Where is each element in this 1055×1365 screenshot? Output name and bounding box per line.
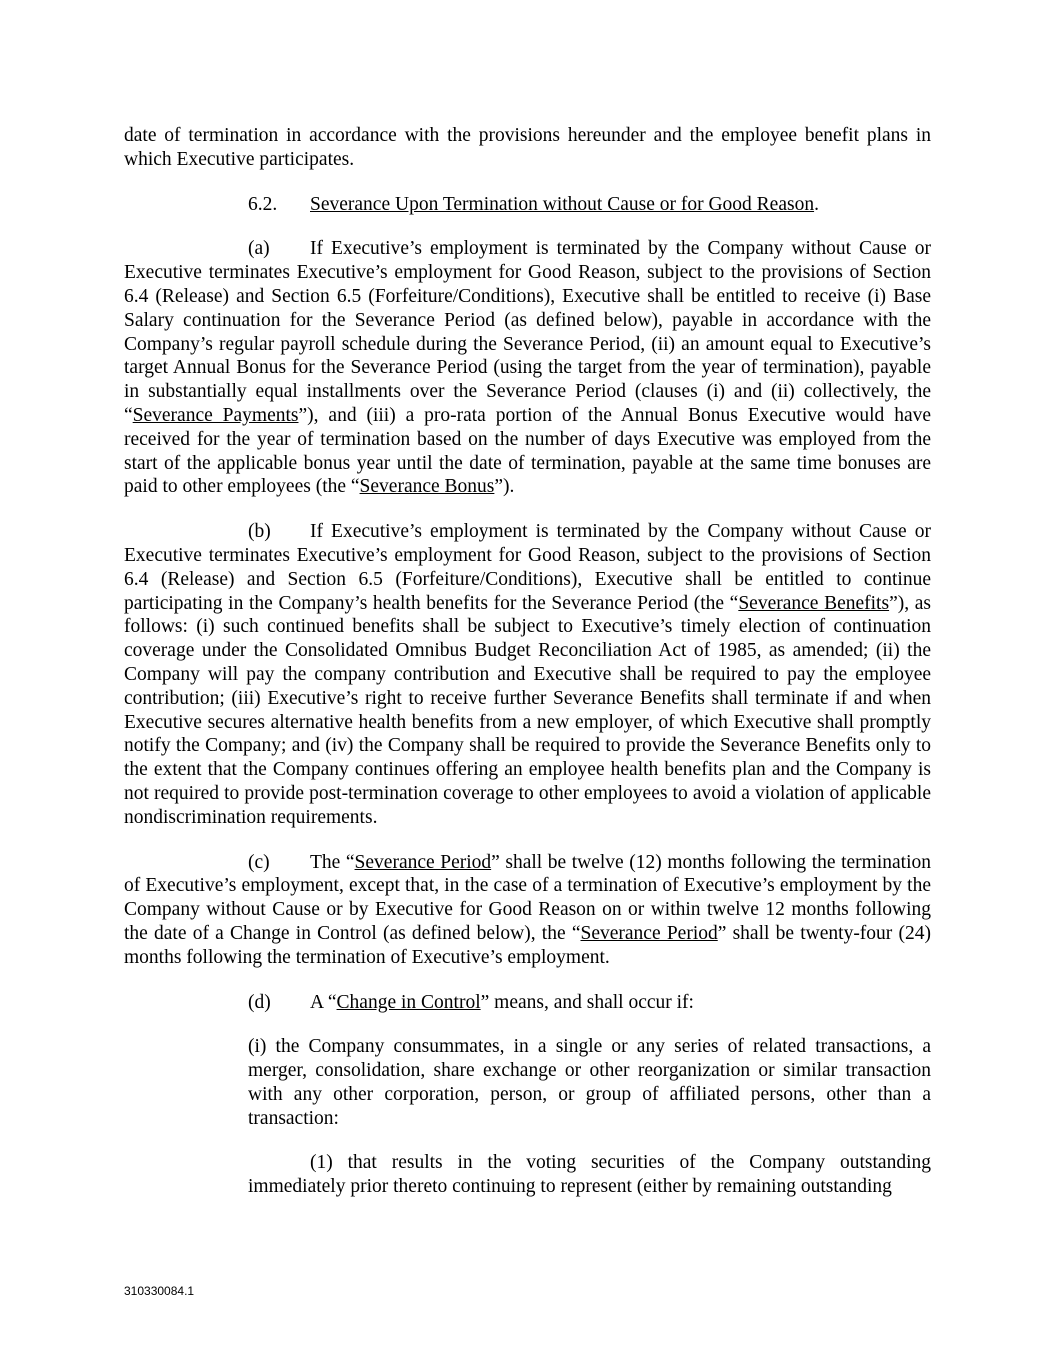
paragraph-c-text-1: The “ [310, 851, 355, 873]
paragraph-a-label: (a) [248, 238, 270, 260]
intro-paragraph: date of termination in accordance with the provisions hereunder and the employee benefit plans in which Executive participates. [124, 125, 931, 170]
defined-term-severance-period: Severance Period [354, 851, 492, 873]
defined-term-severance-payments: Severance Payments [132, 404, 299, 426]
paragraph-c-label: (c) [248, 851, 270, 873]
defined-term-change-in-control: Change in Control [336, 991, 481, 1013]
defined-term-severance-period-2: Severance Period [580, 922, 718, 944]
clause-1: (1) that results in the voting securities of the Company outstanding immediately prior thereto continuing to represent (either by remaining outstanding [248, 1152, 931, 1198]
section-title: Severance Upon Termination without Cause or for Good Reason [310, 193, 815, 215]
paragraph-c-text-3: ” shall be twenty-four (24) months following the termination of Executive’s employment. [124, 922, 931, 968]
defined-term-severance-bonus: Severance Bonus [359, 476, 495, 498]
defined-term-severance-benefits: Severance Benefits [738, 592, 890, 614]
paragraph-a-text-2: ”), and (iii) a pro-rata portion of the Annual Bonus Executive would have received for the year of termination based on the number of days Executive was employed from the start of the applicable bonus year until the date of termination, payable at the same time bonuses are paid to other employees (the “ [124, 404, 932, 498]
paragraph-c-text-2: ” shall be twelve (12) months following the termination of Executive’s employment, except that, in the case of a termination of Executive’s employment by the Company without Cause or by Executive for Good Reason on or within twelve 12 months following the date of a Change in Control (as defined below), the “ [124, 851, 931, 944]
paragraph-c [124, 851, 931, 970]
paragraph-d-text-1: A “ [310, 991, 337, 1013]
paragraph-b-text-1: If Executive’s employment is terminated by the Company without Cause or Executive terminates Executive’s employment for Good Reason, subject to the provisions of Section 6.4 (Release) and Section 6.5 (Forfeiture/Conditions), Executive shall be entitled to continue participating in the Company’s health benefits for the Severance Period (the “ [124, 521, 931, 614]
section-number: 6.2. [248, 193, 278, 215]
paragraph-b [124, 520, 931, 829]
paragraph-a [124, 237, 931, 499]
paragraph-d-label: (d) [248, 991, 271, 1013]
paragraph-b-label: (b) [248, 521, 271, 543]
section-heading [248, 193, 931, 217]
paragraph-d-text-2: ” means, and shall occur if: [480, 991, 694, 1013]
paragraph-a-text-3: ”). [494, 476, 515, 498]
clause-i: (i) the Company consummates, in a single or any series of related transactions, a merger, consolidation, share exchange or other reorganization or similar transaction with any other corporation, person, or group of affiliated persons, other than a transaction: [248, 1036, 931, 1129]
paragraph-b-text-2: ”), as follows: (i) such continued benefits shall be subject to Executive’s timely election of continuation coverage under the Consolidated Omnibus Budget Reconciliation Act of 1985, as amended; (ii) the Company will pay the company contribution and Executive shall be required to pay the employee contribution; (iii) Executive’s right to receive further Severance Benefits shall terminate if and when Executive secures alternative health benefits from a new employer, of which Executive shall promptly notify the Company; and (iv) the Company shall be required to provide the Severance Benefits only to the extent that the Company continues offering an employee health benefits plan and the Company is not required to provide post-termination coverage to other employees to avoid a violation of applicable nondiscrimination requirements. [124, 592, 931, 828]
paragraph-d [248, 991, 931, 1015]
document-page [124, 124, 931, 1199]
section-title-suffix: . [814, 193, 819, 215]
document-id-footer: 310330084.1 [124, 1284, 195, 1298]
paragraph-a-text-1: If Executive’s employment is terminated by the Company without Cause or Executive terminates Executive’s employment for Good Reason, subject to the provisions of Section 6.4 (Release) and Section 6.5 (Forfeiture/Conditions), Executive shall be entitled to receive (i) Base Salary continuation for the Severance Period (as defined below), payable in accordance with the Company’s regular payroll schedule during the Severance Period, (ii) an amount equal to Executive’s target Annual Bonus for the Severance Period (using the target from the year of termination), payable in substantially equal installments over the Severance Period (clauses (i) and (ii) collectively, the “ [124, 238, 931, 426]
